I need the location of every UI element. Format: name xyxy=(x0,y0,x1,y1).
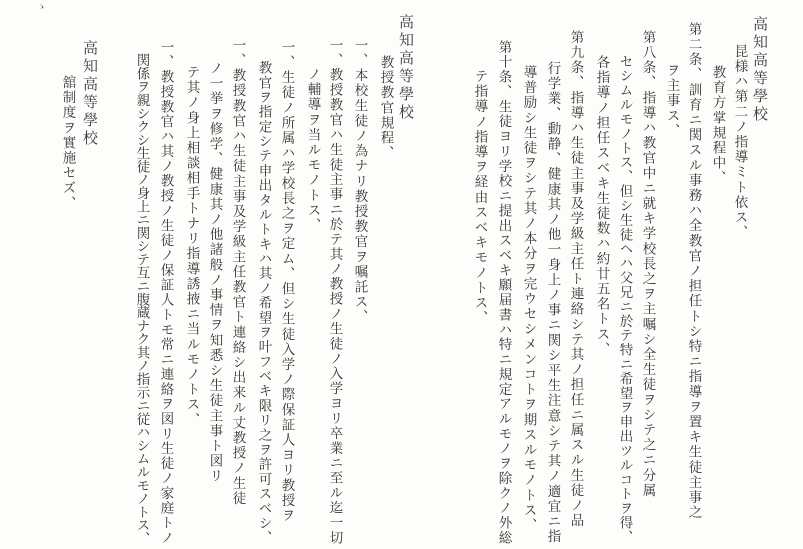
column-2: 昆様ハ第二ノ指導ミト依ス、 xyxy=(731,44,748,241)
column-7: セシムルモノトス、但シ生徒ヘハ父兄ニ於テ特ニ希望ヲ申出ツルコトヲ得、 xyxy=(616,40,633,545)
column-22: ノ一挙ヲ修学、健康其ノ他諸般ノ事情ヲ知悉シ生徒主事ト図リ xyxy=(206,46,223,484)
column-20: 教官ヲ指定シテ申出タルトキハ其ノ希望ヲ叶フベキ限リ之ヲ許可スベシ、 xyxy=(255,46,272,546)
column-24: 一、教授教官ハ其ノ教授ノ生徒ノ保証人トモ常ニ連絡ヲ図リ生徒ノ家庭トノ xyxy=(157,40,174,546)
column-27: 舘制度ヲ實施セズ、 xyxy=(59,60,76,211)
column-17: 一、教授教官ハ生徒主事ニ於テ其ノ教授ノ生徒ノ入学ヨリ卒業ニ至ル迄一切 xyxy=(326,38,343,546)
column-13: テ指導ノ指導ヲ経由スベキモノトス、 xyxy=(471,54,488,326)
column-23: テ其ノ身上相談相手トナリ指導誘掖ニ当ルモノトス、 xyxy=(183,50,200,428)
column-16: 一、本校生徒ノ為ナリ教授教官ヲ嘱託ス、 xyxy=(351,38,368,325)
column-8: 各指導ノ担任スベキ生徒数ハ約廿五名トス、 xyxy=(593,40,610,358)
school-name-1: 高知高等學校 xyxy=(751,16,769,124)
column-11: 導普励シ生徒ヲシテ其ノ本分ヲ完ウセシメンコトヲ期スルモノトス、 xyxy=(520,50,537,534)
column-9: 第九条、指導ハ生徒主事及学級主任ト連絡シテ其ノ担任ニ属スル生徒ノ品 xyxy=(567,30,584,529)
column-15: 教授教官規程、 xyxy=(377,40,394,161)
column-25: 関係ヲ親シクシ生徒ノ身上ニ関シテ互ニ腹蔵ナク其ノ指示ニ従ハシムルモノトス、 xyxy=(133,40,150,545)
column-21: 一、教授教官ハ生徒主事及学級主任教官ト連絡シ出来ル丈教授ノ生徒 xyxy=(229,38,246,507)
column-3: 教育方掌規程中、 xyxy=(709,50,726,186)
column-5: ヲ主事ス、 xyxy=(663,48,680,139)
column-19: 一、生徒ノ所属ハ学校長之ヲ定ム、但シ生徒入学ノ際保証人ヨリ教授ヲ xyxy=(278,40,295,524)
column-4: 第二条、訓育ニ関スル事務ハ全教官ノ担任トシ特ニ指導ヲ置キ生徒主事之 xyxy=(685,22,702,521)
corner-mark: ゝ xyxy=(36,0,47,13)
school-name-2: 高知高等學校 xyxy=(397,14,415,122)
school-name-3: 高知高等學校 xyxy=(81,40,99,148)
column-18: ノ輔導ヲ当ルモノトス、 xyxy=(304,52,321,234)
column-6: 第八条、指導ハ教官中ニ就キ学校長之ヲ主嘱シ全生徒ヲシテ之ニ分属 xyxy=(639,30,656,499)
column-12: 第十条、生徒ヨリ学校ニ提出スベキ願届書ハ特ニ規定アルモノヲ除クノ外総 xyxy=(495,40,512,546)
column-10: 行学業、動静、健康其ノ他一身上ノ事ニ関シ平生注意シテ其ノ適宜ニ指 xyxy=(544,46,561,545)
